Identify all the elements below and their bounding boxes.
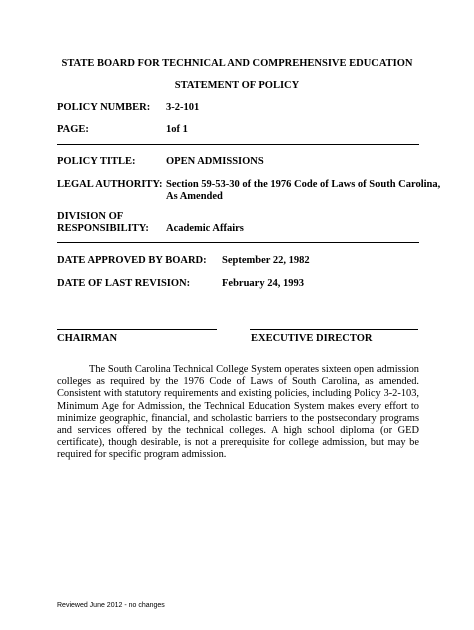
policy-title-label: POLICY TITLE: bbox=[57, 156, 136, 167]
board-name: STATE BOARD FOR TECHNICAL AND COMPREHENSIVE EDUCATION bbox=[61, 58, 413, 69]
chairman-label: CHAIRMAN bbox=[57, 333, 118, 344]
date-revision-value: February 24, 1993 bbox=[222, 278, 304, 289]
division-label-line1: DIVISION OF bbox=[57, 211, 124, 222]
division-value: Academic Affairs bbox=[166, 223, 244, 234]
divider-rule bbox=[57, 144, 419, 145]
date-revision-label: DATE OF LAST REVISION: bbox=[57, 278, 191, 289]
director-signature-line bbox=[250, 329, 418, 330]
policy-body-paragraph: The South Carolina Technical College System operates sixteen open admission colleges as required by the 1976 Code of Laws of South Carolina, as amended. Consistent with statutory requirements and existing policies, including Policy 3-2-103, Minimum Age for Admission, the Technical Education System makes every effort to minimize geographic, financial, and scholastic barriers to the postsecondary programs and services offered by the technical colleges. A high school diploma (or GED certificate), though desirable, is not a prerequisite for college admission, but may be required for specific program admission. bbox=[57, 364, 419, 461]
page-label: PAGE: bbox=[57, 124, 89, 135]
page-value: 1of 1 bbox=[166, 124, 188, 135]
division-label-line2: RESPONSIBILITY: bbox=[57, 223, 149, 234]
divider-rule bbox=[57, 242, 419, 243]
review-note: Reviewed June 2012 - no changes bbox=[57, 602, 165, 609]
legal-authority-label: LEGAL AUTHORITY: bbox=[57, 179, 163, 190]
legal-authority-value-line2: As Amended bbox=[166, 191, 223, 202]
document-title: STATEMENT OF POLICY bbox=[174, 80, 300, 91]
policy-number-value: 3-2-101 bbox=[166, 102, 200, 113]
executive-director-label: EXECUTIVE DIRECTOR bbox=[251, 333, 373, 344]
chairman-signature-line bbox=[57, 329, 217, 330]
legal-authority-value-line1: Section 59-53-30 of the 1976 Code of Laws of South Carolina, bbox=[166, 179, 441, 190]
policy-number-label: POLICY NUMBER: bbox=[57, 102, 151, 113]
date-approved-value: September 22, 1982 bbox=[222, 255, 310, 266]
policy-title-value: OPEN ADMISSIONS bbox=[166, 156, 264, 167]
date-approved-label: DATE APPROVED BY BOARD: bbox=[57, 255, 207, 266]
